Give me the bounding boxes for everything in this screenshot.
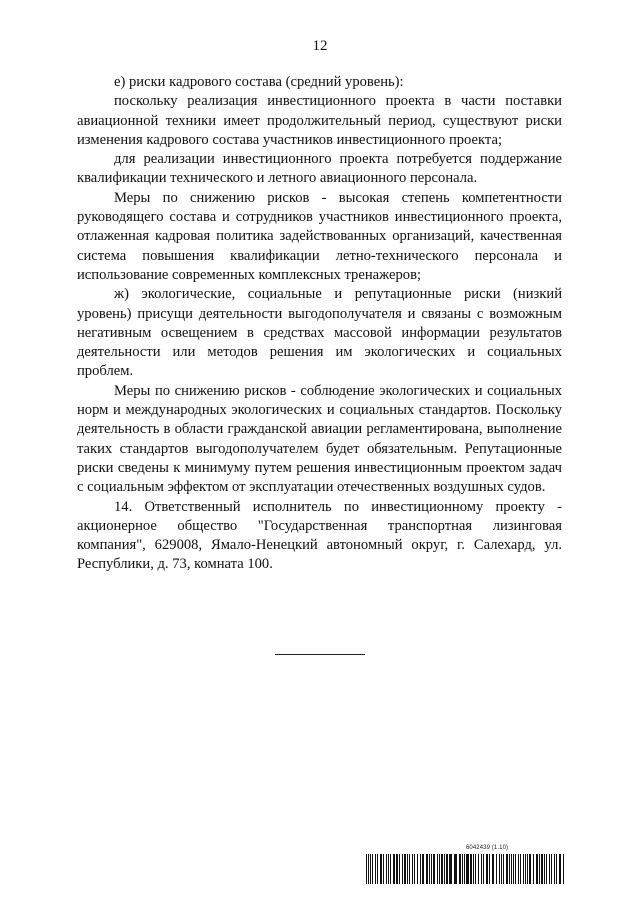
page-number: 12 [312,38,328,54]
document-body [77,73,562,575]
end-separator-line [275,654,365,655]
barcode-icon [366,854,564,884]
paragraph-qualification: для реализации инвестиционного проекта потребуется поддержание квалификации технического и летного авиационного персонала. [77,151,562,187]
paragraph-esg-measures: Меры по снижению рисков - соблюдение экологических и социальных норм и международных экологических и социальных стандартов. Поскольку деятельность в области гражданской авиации регламентирована, выполнение таких стандартов выгодополучателем будет обязательным. Репутационные риски сведены к минимуму путем решения инвестиционным проектом задач с социальным эффектом от эксплуатации отечественных воздушных судов. [77,382,562,496]
paragraph-esg-risks: ж) экологические, социальные и репутационные риски (низкий уровень) присущи деятельности выгодополучателя и связаны с возможным негативным освещением в средствах массовой информации результатов деятельности или методов решения им экологических и социальных проблем. [77,286,562,380]
paragraph-responsible-executor: 14. Ответственный исполнитель по инвестиционному проекту - акционерное общество "Государственная транспортная лизинговая компания", 629008, Ямало-Ненецкий автономный округ, г. Салехард, ул. Республики, д. 73, комната 100. [77,498,562,573]
paragraph-personnel-measures: Меры по снижению рисков - высокая степень компетентности руководящего состава и сотрудников участников инвестиционного проекта, отлаженная кадровая политика задействованных организаций, качественная система повышения квалификации летно-технического персонала и использование современных комплексных тренажеров; [77,189,562,283]
paragraph-personnel-change: поскольку реализация инвестиционного проекта в части поставки авиационной техники имеет продолжительный период, существуют риски изменения кадрового состава участников инвестиционного проекта; [77,93,562,148]
barcode-code: 6042439 (1.10) [466,845,509,851]
paragraph-personnel-risks: е) риски кадрового состава (средний уровень): [114,74,404,90]
